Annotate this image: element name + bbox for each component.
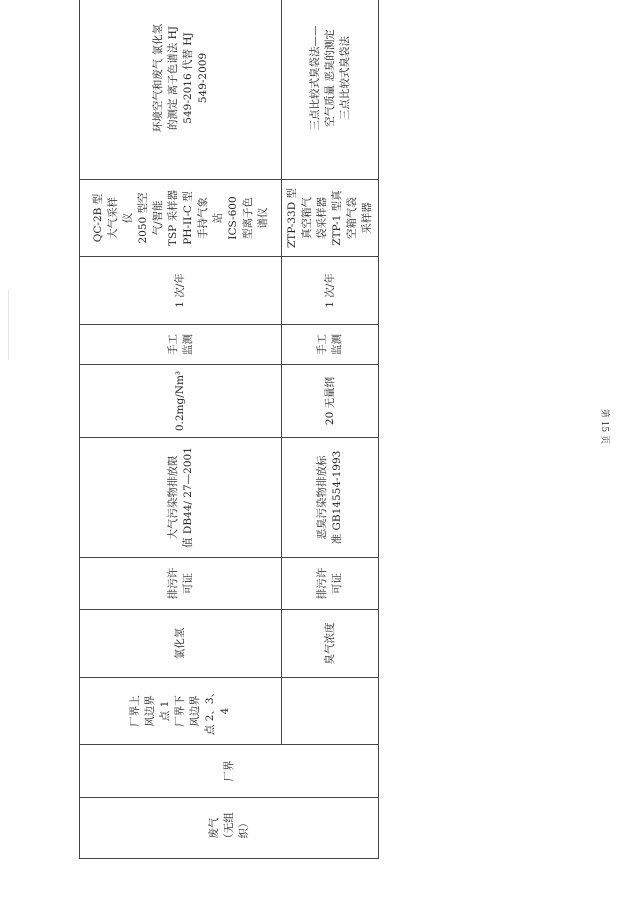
analysis-method-cell: 环境空气和废气 氯化氢 的测定 离子色谱法 HJ 549-2016 代替 HJ 549-2009	[80, 0, 282, 180]
method-cell: 手工 监测	[80, 325, 282, 365]
standard-cell: 恶臭污染物排放标 准 GB14554-1993	[282, 438, 379, 558]
limit-cell: 0.2mg/Nm³	[80, 365, 282, 438]
table-row	[80, 0, 282, 859]
monitoring-points-cell	[282, 678, 379, 745]
frequency-cell: 1 次/年	[80, 257, 282, 325]
binding-margin-mark	[8, 290, 9, 360]
monitoring-points-cell: 厂界上 风边界 点 1 厂界下 风边界 点 2、3、 4	[80, 678, 282, 745]
basis-cell: 排污许 可证	[80, 558, 282, 610]
instrument-cell: QC-2B 型 大气采样 仪 2050 型空 气/智能 TSP 采样器 PH-II-C 型 手持气象 站 ICS-600 型离子色 谱仪	[80, 180, 282, 257]
monitoring-site-cell: 厂界	[80, 745, 379, 798]
basis-cell: 排污许 可证	[282, 558, 379, 610]
instrument-cell: ZTP-33D 型 真空箱气 袋采样器 ZTP-1 型真 空箱气袋 采样器	[282, 180, 379, 257]
emission-type-cell: 废气 （无组 织）	[80, 798, 379, 859]
standard-cell: 大气污染物排放限 值 DB44/ 27—2001	[80, 438, 282, 558]
monitoring-table	[79, 0, 379, 859]
limit-cell: 20 无量纲	[282, 365, 379, 438]
method-cell: 手工 监测	[282, 325, 379, 365]
frequency-cell: 1 次/年	[282, 257, 379, 325]
monitoring-table-rotated	[79, 23, 378, 859]
pollutant-cell: 氯化氢	[80, 610, 282, 678]
table-row	[282, 0, 379, 859]
page-number: 第 15 页	[599, 408, 610, 445]
pollutant-cell: 臭气浓度	[282, 610, 379, 678]
analysis-method-cell: 三点比较式臭袋法—— 空气质量 恶臭的测定 三点比较式臭袋法	[282, 0, 379, 180]
